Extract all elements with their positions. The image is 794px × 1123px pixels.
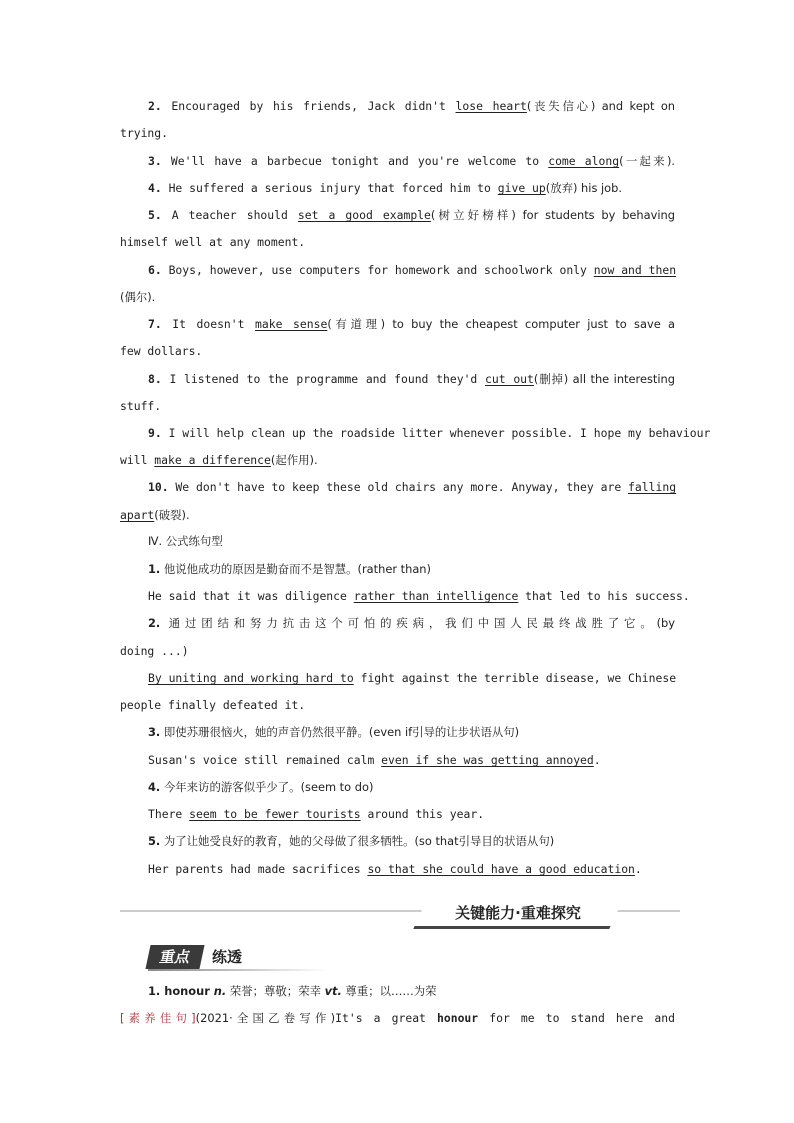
answer-blank: rather than intelligence — [353, 589, 519, 603]
item-6-line-2: (偶尔). — [120, 290, 156, 304]
part-of-speech: n. — [213, 984, 227, 998]
item-number: 2. — [148, 616, 161, 630]
answer-blank: lose heart — [455, 99, 527, 113]
vocab-word: honour — [160, 984, 214, 998]
answer-blank: set a good example — [297, 208, 431, 222]
answer-blank: make a difference — [154, 453, 271, 467]
item-number: 5. — [148, 208, 162, 222]
answer-blank: come along — [548, 154, 620, 168]
answer-blank: so that she could have a good education — [367, 862, 635, 876]
item-9-line-2: will make a difference(起作用). — [120, 453, 318, 467]
item-number: 5. — [148, 834, 161, 848]
item-2-line-2: trying. — [120, 126, 169, 140]
q5-answer: Her parents had made sacrifices so that she could have a good education. — [148, 862, 642, 876]
q5-prompt: 5. 为了让她受良好的教育，她的父母做了很多牺牲。(so that引导目的状语从句) — [148, 834, 555, 848]
answer-blank: now and then — [593, 263, 677, 277]
item-number: 8. — [148, 372, 162, 386]
q2-prompt-line-2: doing ...) — [120, 644, 189, 658]
answer-blank: falling — [628, 480, 677, 494]
item-6-line-1: 6. Boys, however, use computers for homework and schoolwork only now and then — [148, 263, 677, 277]
answer-blank: By uniting and working hard to — [148, 671, 354, 685]
part-of-speech: vt. — [324, 984, 342, 998]
header-underline — [148, 969, 328, 971]
item-number: 7. — [148, 317, 162, 331]
answer-blank: even if she was getting annoyed — [381, 753, 594, 767]
vocab-entry: 1. honour n. 荣誉；尊敬；荣幸 vt. 尊重；以……为荣 — [148, 984, 437, 998]
item-2-line-1: 2. Encouraged by his friends, Jack didn't lose heart(丧失信心) and kept on — [148, 99, 676, 113]
answer-blank: give up — [497, 181, 546, 195]
answer-blank: seem to be fewer tourists — [189, 807, 361, 821]
item-number: 1. — [148, 984, 161, 998]
q4-answer: There seem to be fewer tourists around this year. — [148, 807, 485, 821]
q3-prompt: 3. 即使苏珊很恼火，她的声音仍然很平静。(even if引导的让步状语从句) — [148, 725, 520, 739]
item-8-line-2: stuff. — [120, 399, 162, 413]
item-3: 3. We'll have a barbecue tonight and you're welcome to come along(一起来). — [148, 154, 676, 168]
item-7-line-2: few dollars. — [120, 344, 203, 358]
section-banner — [120, 900, 680, 926]
q1-answer: He said that it was diligence rather than intelligence that led to his success. — [148, 589, 690, 603]
key-points-tag: 重点 — [145, 945, 204, 969]
item-5-line-1: 5. A teacher should set a good example(树立好榜样) for students by behaving — [148, 208, 675, 222]
answer-blank: cut out — [485, 372, 534, 386]
item-number: 3. — [148, 154, 162, 168]
banner-title: 关键能力·重难探究 — [455, 904, 581, 922]
item-number: 4. — [148, 181, 162, 195]
item-number: 10. — [148, 480, 169, 494]
item-8-line-1: 8. I listened to the programme and found they'd cut out(删掉) all the interesting — [148, 372, 675, 386]
item-10-line-1: 10. We don't have to keep these old chairs any more. Anyway, they are falling — [148, 480, 677, 494]
item-9-line-1: 9. I will help clean up the roadside litter whenever possible. I hope my behaviour — [148, 426, 711, 440]
answer-blank: make sense — [255, 317, 328, 331]
section-title: Ⅳ. 公式练句型 — [148, 534, 223, 548]
item-number: 6. — [148, 263, 162, 277]
item-number: 2. — [148, 99, 162, 113]
item-number: 4. — [148, 780, 161, 794]
keyword: honour — [437, 1011, 479, 1025]
q1-prompt: 1. 他说他成功的原因是勤奋而不是智慧。(rather than) — [148, 562, 431, 576]
item-5-line-2: himself well at any moment. — [120, 235, 306, 249]
key-points-header — [148, 945, 242, 971]
item-number: 3. — [148, 725, 161, 739]
q2-prompt: 2. 通过团结和努力抗击这个可怕的疾病，我们中国人民最终战胜了它。(by — [148, 616, 675, 630]
example-source: (2021·全国乙卷写作) — [195, 1011, 336, 1025]
item-number: 9. — [148, 426, 162, 440]
example-tag: [素养佳句] — [120, 1011, 196, 1025]
item-7-line-1: 7. It doesn't make sense(有道理) to buy the cheapest computer just to save a — [148, 317, 676, 331]
q3-answer: Susan's voice still remained calm even if she was getting annoyed. — [148, 753, 601, 767]
key-points-label: 练透 — [212, 948, 243, 966]
q2-answer-line-2: people finally defeated it. — [120, 698, 306, 712]
item-10-line-2: apart(破裂). — [120, 508, 190, 522]
answer-blank: apart — [120, 508, 155, 522]
item-4: 4. He suffered a serious injury that forced him to give up(放弃) his job. — [148, 181, 622, 195]
example-sentence: [素养佳句](2021·全国乙卷写作)It's a great honour for me to stand here and — [120, 1011, 676, 1025]
q2-answer: By uniting and working hard to fight against the terrible disease, we Chinese — [148, 671, 677, 685]
item-number: 1. — [148, 562, 161, 576]
q4-prompt: 4. 今年来访的游客似乎少了。(seem to do) — [148, 780, 374, 794]
